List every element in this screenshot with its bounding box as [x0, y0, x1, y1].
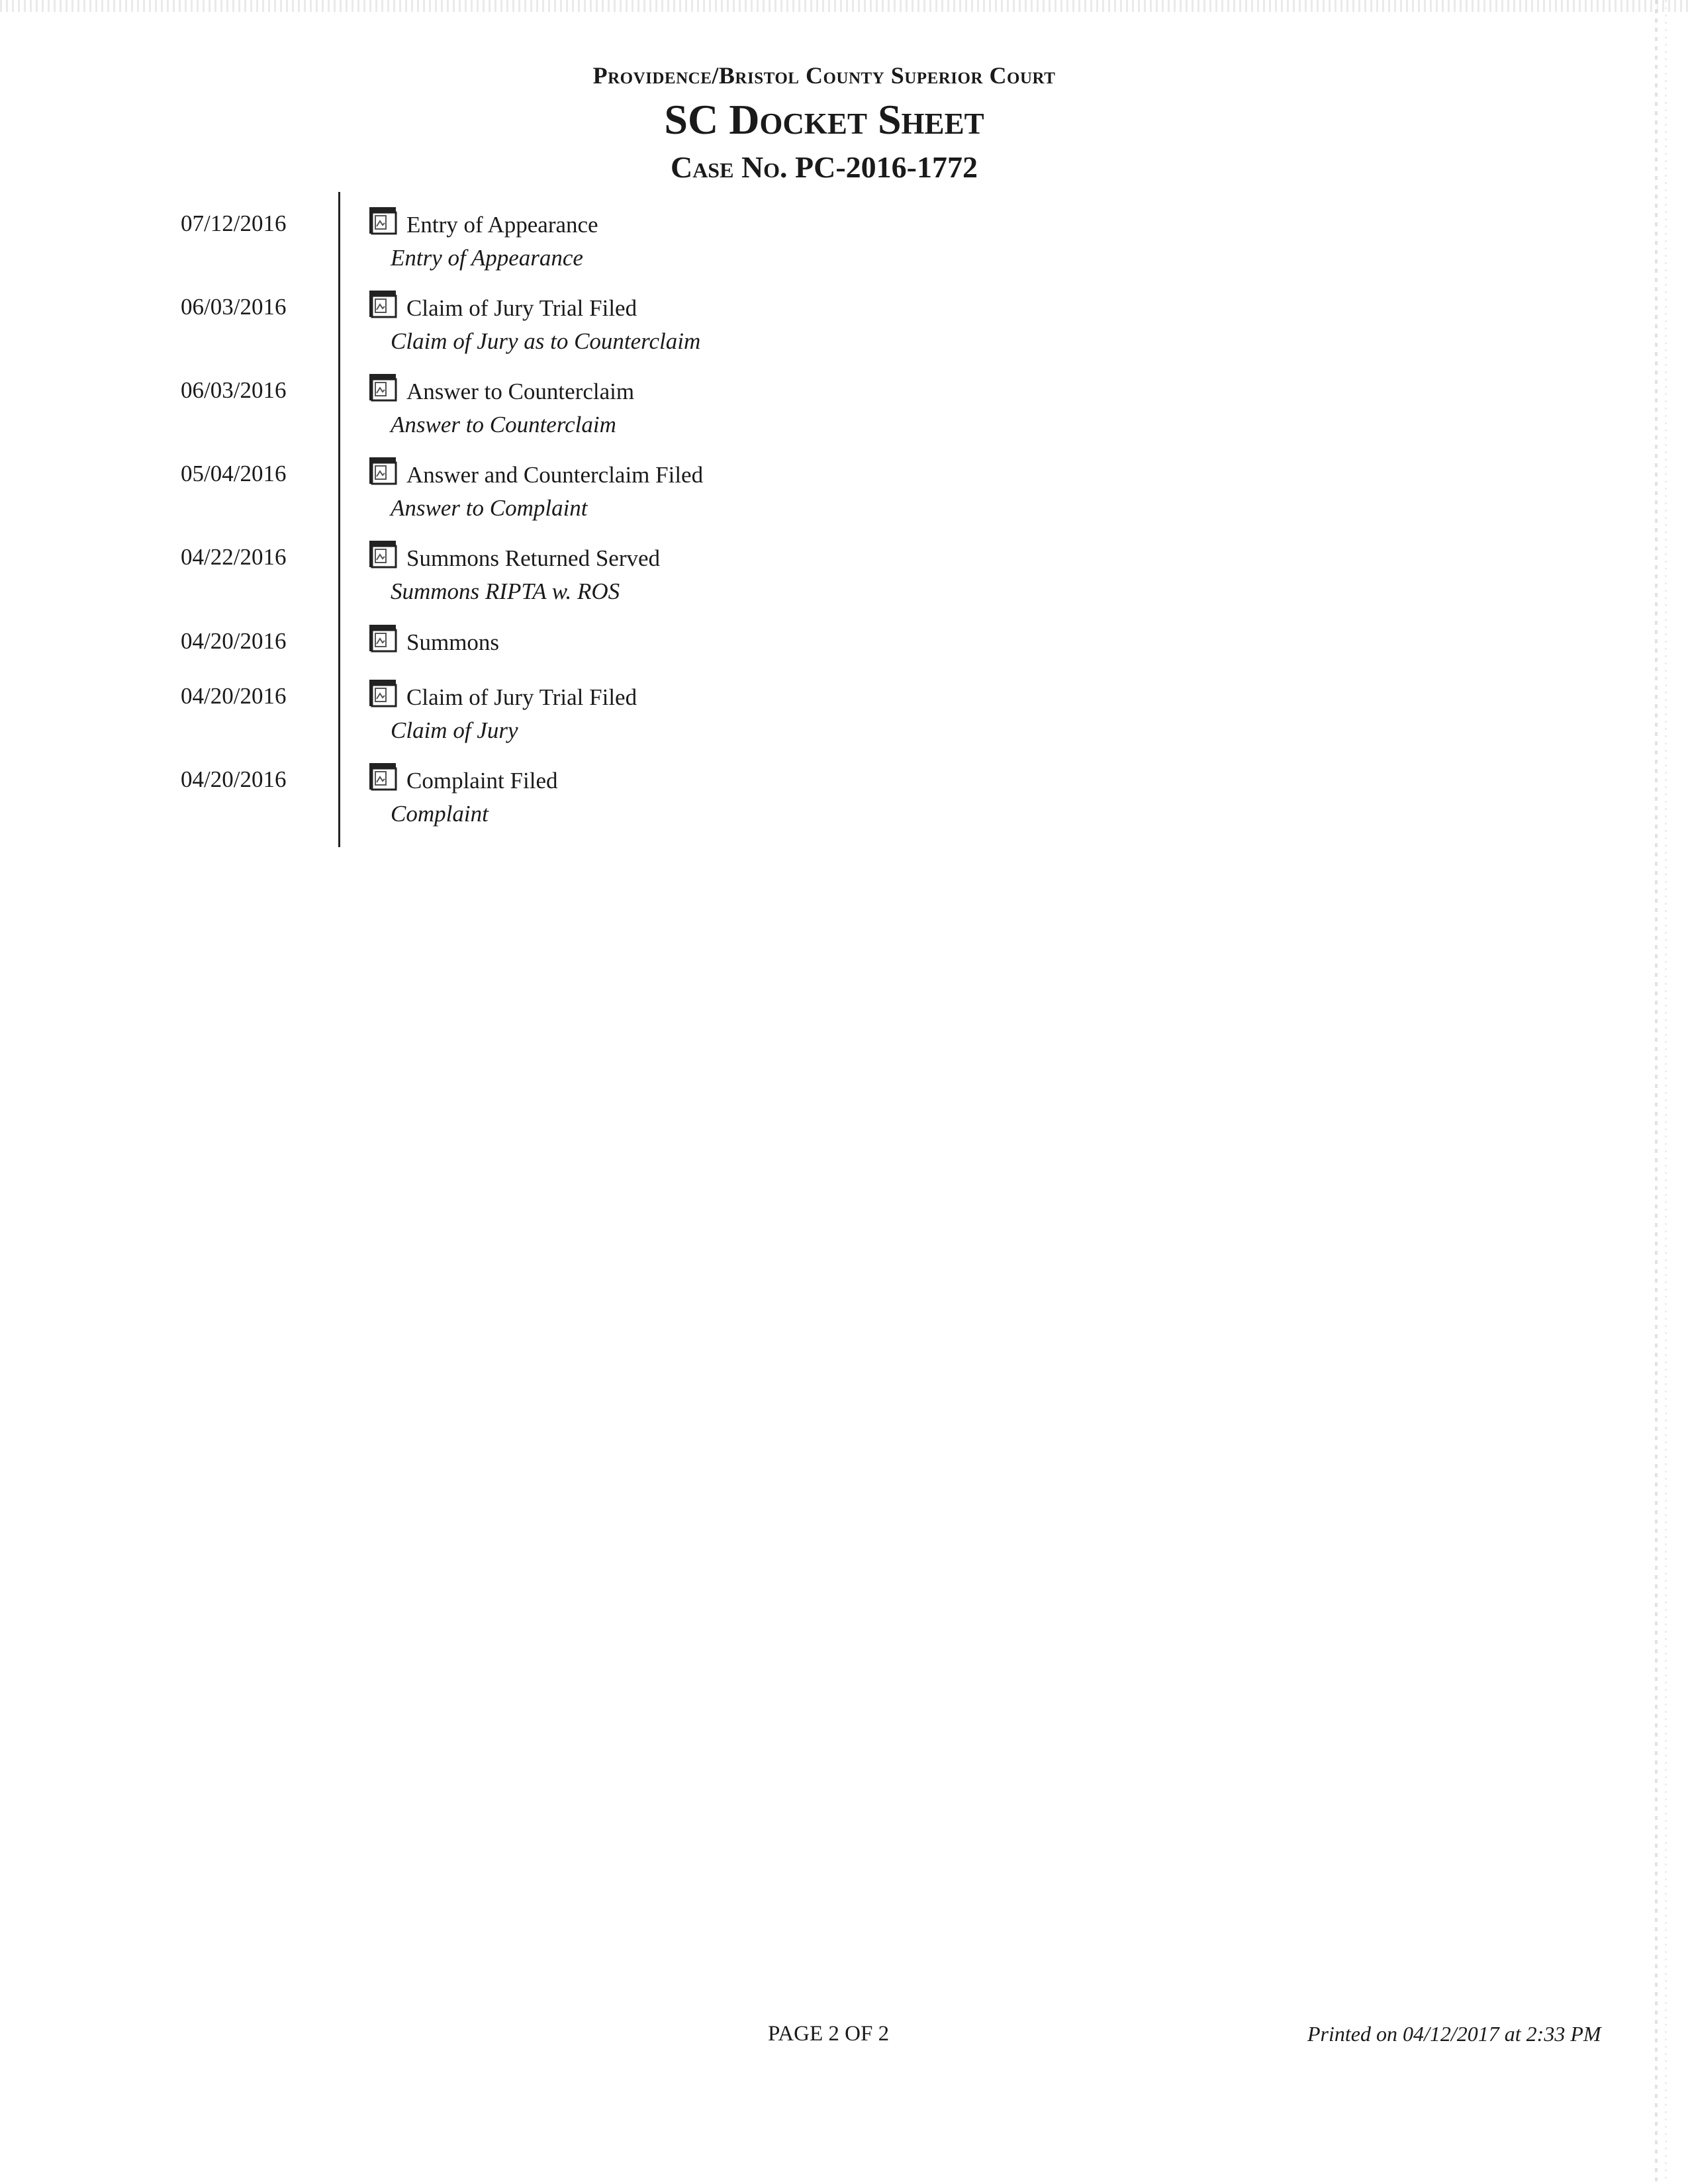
- entry-date: 05/04/2016: [181, 461, 287, 486]
- entry-title: Claim of Jury Trial Filed: [406, 684, 637, 710]
- entry-date: 06/03/2016: [181, 377, 287, 403]
- entry-description: Answer to Counterclaim: [391, 412, 616, 437]
- document-icon[interactable]: [367, 678, 398, 708]
- document-icon[interactable]: [367, 289, 398, 319]
- entry-title: Summons Returned Served: [406, 545, 661, 571]
- document-icon[interactable]: [367, 372, 398, 402]
- entry-description: Claim of Jury as to Counterclaim: [391, 328, 701, 354]
- entry-date: 04/22/2016: [181, 544, 287, 570]
- docket-entry: [0, 525, 1648, 604]
- document-icon[interactable]: [367, 539, 398, 569]
- entry-description: Claim of Jury: [391, 717, 518, 743]
- printed-timestamp: Printed on 04/12/2017 at 2:33 PM: [1307, 2022, 1601, 2046]
- docket-entry: [0, 442, 1648, 521]
- entry-description: Summons RIPTA w. ROS: [391, 578, 620, 604]
- entry-title: Complaint Filed: [406, 768, 558, 794]
- entry-description: Answer to Complaint: [391, 495, 588, 521]
- scan-artifact-right: [1655, 0, 1658, 2184]
- document-title: SC Docket Sheet: [664, 96, 984, 143]
- entry-date: 07/12/2016: [181, 210, 287, 236]
- docket-entry: [0, 192, 1648, 271]
- docket-entry: [0, 664, 1648, 743]
- entry-title: Answer to Counterclaim: [406, 379, 635, 404]
- scan-artifact-right-secondary: [1665, 0, 1667, 2184]
- entry-title: Entry of Appearance: [406, 212, 598, 238]
- entry-date: 04/20/2016: [181, 766, 287, 792]
- page-number: PAGE 2 OF 2: [768, 2022, 890, 2046]
- document-icon[interactable]: [367, 205, 398, 236]
- case-number: Case No. PC-2016-1772: [670, 150, 978, 184]
- entry-description: Complaint: [391, 801, 489, 827]
- document-icon[interactable]: [367, 455, 398, 486]
- docket-entries: [0, 192, 1648, 847]
- document-icon[interactable]: [367, 761, 398, 792]
- court-name: Providence/Bristol County Superior Court: [592, 62, 1056, 89]
- entry-title: Claim of Jury Trial Filed: [406, 295, 637, 321]
- scan-artifact-top: [0, 0, 1688, 12]
- entry-title: Answer and Counterclaim Filed: [406, 462, 704, 488]
- entry-date: 06/03/2016: [181, 294, 287, 320]
- docket-header: [0, 58, 1648, 188]
- entry-date: 04/20/2016: [181, 683, 287, 709]
- docket-entry: [0, 359, 1648, 437]
- document-icon[interactable]: [367, 623, 398, 653]
- docket-entry: [0, 748, 1648, 827]
- entry-title: Summons: [406, 629, 500, 655]
- entry-date: 04/20/2016: [181, 628, 287, 654]
- entry-description: Entry of Appearance: [391, 245, 583, 271]
- docket-entry: [0, 275, 1648, 354]
